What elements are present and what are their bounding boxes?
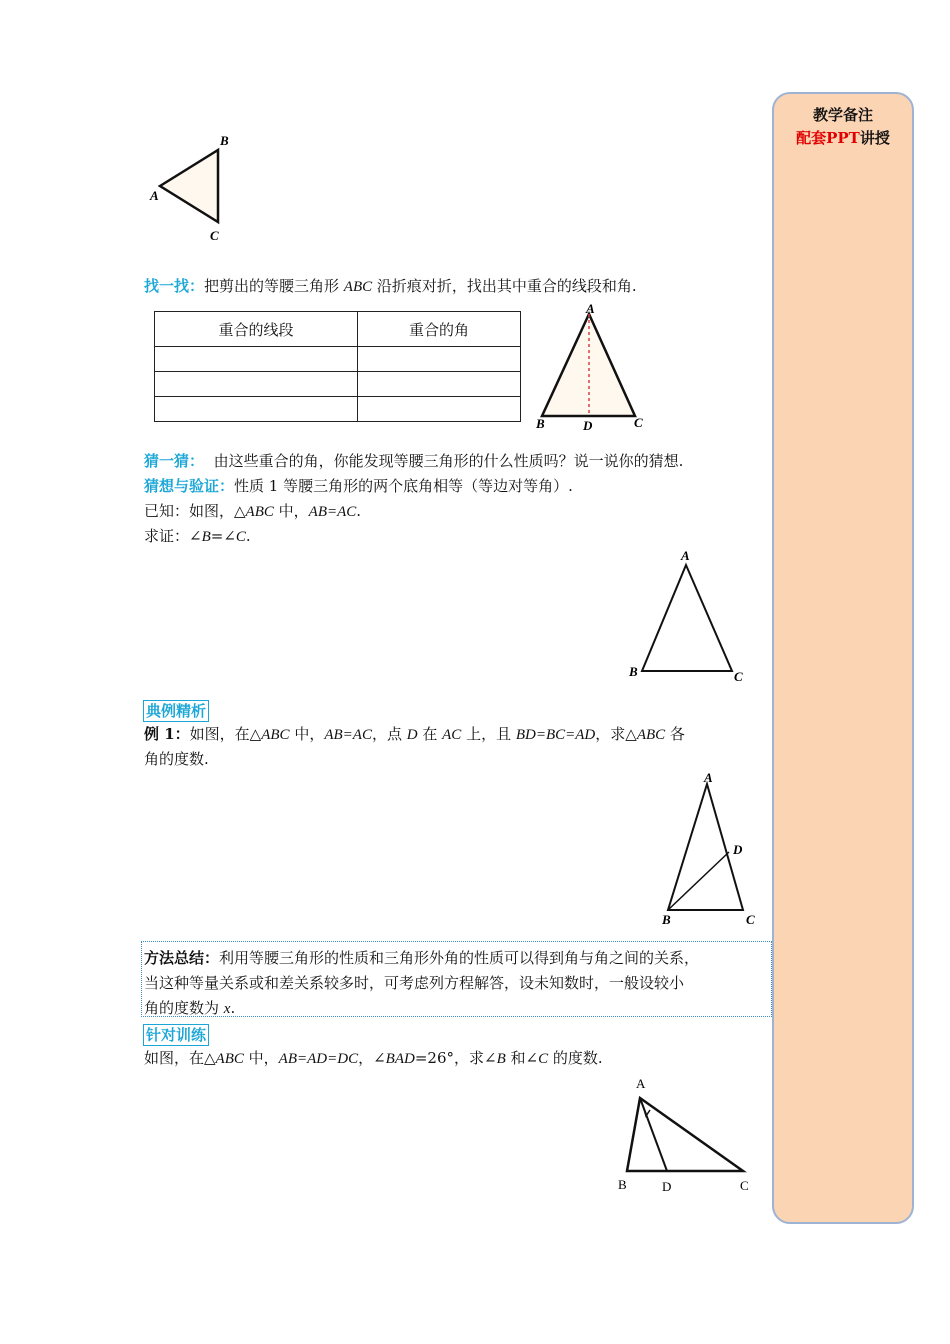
practice-b: B <box>496 1051 506 1067</box>
practice-paragraph <box>144 1046 603 1072</box>
find-paragraph <box>144 274 637 300</box>
example1-label: 例 1： <box>144 725 190 743</box>
fig4-label-b: B <box>662 912 671 927</box>
table-cell[interactable] <box>155 347 358 372</box>
fig2-label-c: C <box>634 415 643 430</box>
method-text-1: 利用等腰三角形的性质和三角形外角的性质可以得到角与角之间的关系， <box>219 949 700 967</box>
table-cell[interactable] <box>358 372 521 397</box>
example1-eq2: BD=BC=AD <box>515 727 596 743</box>
prove-mid: =∠ <box>210 527 236 545</box>
table-cell[interactable] <box>358 347 521 372</box>
fig2-label-a: A <box>586 301 595 316</box>
fig4-label-d: D <box>733 842 743 857</box>
table-header-angles: 重合的角 <box>358 312 521 347</box>
method-text-3b: . <box>230 999 236 1017</box>
example1-text-c: ，点 <box>371 725 407 743</box>
prove-c: C <box>235 529 246 545</box>
fig5-label-a: A <box>636 1076 646 1091</box>
find-abc: ABC <box>343 279 373 295</box>
fig3-label-c: C <box>734 669 743 684</box>
prove-b: B <box>201 529 211 545</box>
table-header-segments: 重合的线段 <box>155 312 358 347</box>
find-label: 找一找： <box>144 277 205 295</box>
practice-abc: ABC <box>215 1051 244 1067</box>
practice-section-heading <box>143 1024 209 1046</box>
prove-pre: 求证：∠ <box>144 527 202 545</box>
practice-and: 和∠ <box>505 1049 539 1067</box>
teaching-notes-sidebar <box>772 92 914 1224</box>
table-header-row <box>155 312 521 347</box>
example1-text-h: 各 <box>665 725 685 743</box>
triangle-4-shape <box>668 784 743 910</box>
sidebar-title: 教学备注 <box>812 106 873 124</box>
find-text-2: 沿折痕对折，找出其中重合的线段和角. <box>372 277 637 295</box>
sidebar-subtitle <box>774 127 912 148</box>
fig2-label-d: D <box>583 418 593 433</box>
verify-label: 猜想与验证： <box>144 477 235 495</box>
guess-text: 由这些重合的角，你能发现等腰三角形的什么性质吗？说一说你的猜想. <box>213 452 684 470</box>
practice-mid: 中， <box>243 1049 279 1067</box>
example-section-heading <box>143 700 209 722</box>
practice-end: 的度数. <box>548 1049 603 1067</box>
practice-bad: BAD <box>385 1051 415 1067</box>
fig1-label-b: B <box>220 133 229 148</box>
table-row <box>155 347 521 372</box>
known-end: . <box>356 502 362 520</box>
example1-line2: 角的度数. <box>144 750 209 768</box>
verify-text: 性质 1 等腰三角形的两个底角相等（等边对等角）. <box>234 477 573 495</box>
method-line2: 当这种等量关系或和差关系较多时，可考虑列方程解答，设未知数时，一般设较小 <box>144 974 685 992</box>
known-abc: ABC <box>245 504 274 520</box>
example1-text-g: ，求△ <box>595 725 637 743</box>
example1-ac: AC <box>442 727 462 743</box>
method-x: x <box>223 1001 231 1017</box>
practice-c: C <box>538 1051 549 1067</box>
practice-pre: 如图，在△ <box>144 1049 216 1067</box>
verify-paragraph <box>144 474 573 499</box>
known-paragraph <box>144 499 361 525</box>
triangle-1-shape <box>160 150 218 222</box>
figure-triangle-4 <box>655 768 765 933</box>
known-pre: 已知：如图，△ <box>144 502 246 520</box>
practice-eq: AB=AD=DC <box>278 1051 359 1067</box>
method-line1 <box>144 946 699 971</box>
example-section-label: 典例精析 <box>143 700 209 722</box>
angle-mark <box>644 1109 650 1116</box>
example1-eq1: AB=AC <box>324 727 372 743</box>
table-cell[interactable] <box>358 397 521 422</box>
method-label: 方法总结： <box>144 949 220 967</box>
example1-abc2: ABC <box>636 727 666 743</box>
table-row <box>155 372 521 397</box>
figure-triangle-3 <box>622 545 757 690</box>
prove-paragraph <box>144 524 251 550</box>
fig5-label-d: D <box>662 1179 672 1194</box>
example1-abc: ABC <box>261 727 290 743</box>
fig4-label-c: C <box>746 912 755 927</box>
table-cell[interactable] <box>155 397 358 422</box>
method-line3 <box>144 996 235 1022</box>
sidebar-ppt: 配套PPT <box>796 129 860 147</box>
fig3-label-b: B <box>629 664 638 679</box>
practice-val: =26°，求∠ <box>414 1049 497 1067</box>
guess-label: 猜一猜： <box>144 452 205 470</box>
practice-section-label: 针对训练 <box>143 1024 209 1046</box>
fig3-label-a: A <box>681 548 690 563</box>
example1-d: D <box>406 727 418 743</box>
table-cell[interactable] <box>155 372 358 397</box>
fig1-label-a: A <box>150 188 159 203</box>
triangle-3-shape <box>642 565 732 671</box>
example1-text-a: 如图，在△ <box>189 725 262 743</box>
method-text-3a: 角的度数为 <box>144 999 224 1017</box>
guess-paragraph <box>144 449 683 474</box>
figure-triangle-1 <box>148 130 238 245</box>
example1-text-e: 在 <box>417 725 443 743</box>
fig4-label-a: A <box>704 770 713 785</box>
overlap-table <box>154 311 521 422</box>
practice-mid2: ，∠ <box>358 1049 386 1067</box>
known-eq: AB=AC <box>308 504 357 520</box>
prove-end: . <box>245 527 251 545</box>
sidebar-teach: 讲授 <box>859 129 890 147</box>
known-mid: 中， <box>273 502 309 520</box>
example1-text-b: 中， <box>289 725 325 743</box>
find-text-1: 把剪出的等腰三角形 <box>204 277 344 295</box>
example1-text-f: 上，且 <box>461 725 516 743</box>
fig2-label-b: B <box>536 416 545 431</box>
table-row <box>155 397 521 422</box>
fig1-label-c: C <box>210 228 219 243</box>
figure-triangle-2 <box>530 300 650 435</box>
example1-line1 <box>144 722 685 748</box>
fig5-label-c: C <box>740 1178 749 1193</box>
figure-triangle-5 <box>612 1072 762 1197</box>
fig5-label-b: B <box>618 1177 627 1192</box>
